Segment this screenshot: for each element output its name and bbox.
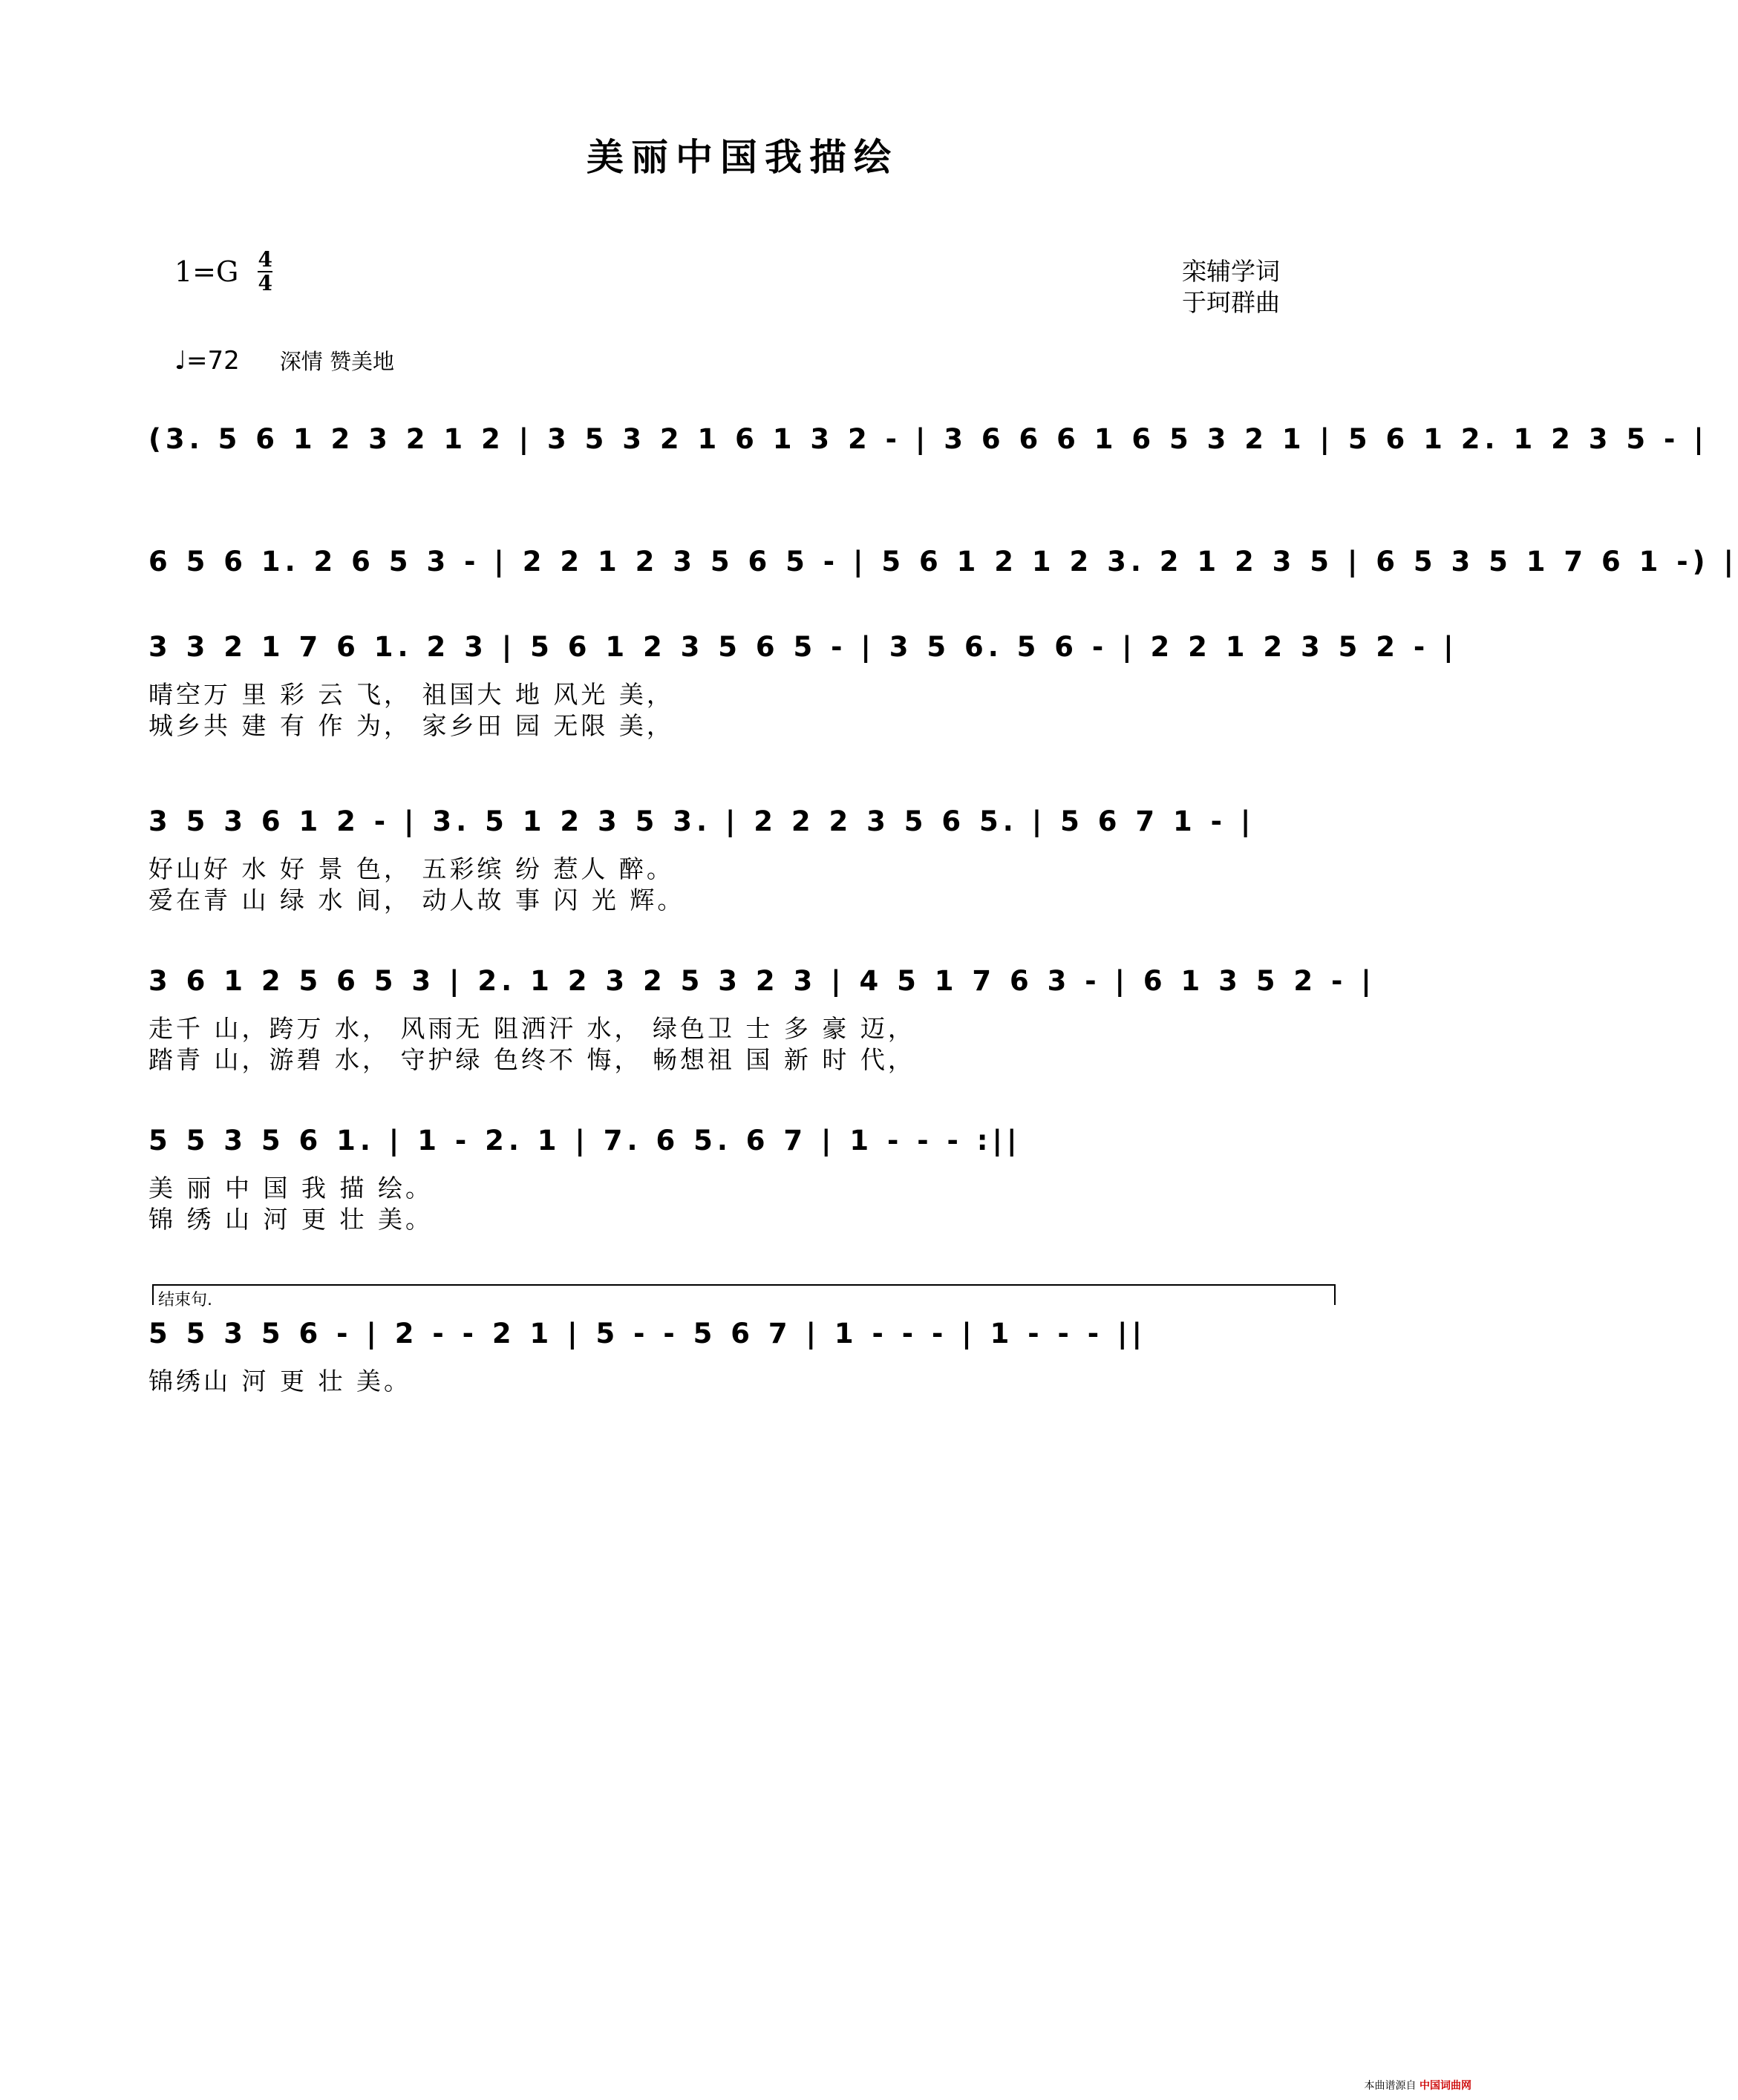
composer: 于珂群曲 xyxy=(1182,288,1280,317)
key-signature xyxy=(174,249,272,295)
ending-label: 结束句. xyxy=(158,1291,212,1309)
notation-row: 3 5 3 6 1 2 - | 3. 5 1 2 3 5 3. | 2 2 2 3 5 6 5. | 5 6 7 1 - | xyxy=(148,805,1255,837)
score-system xyxy=(148,1310,1340,1396)
lyric-line: 晴空万 里 彩 云 飞， 祖国大 地 风光 美， xyxy=(148,680,674,709)
footer-site: 中国词曲网 xyxy=(1420,2080,1471,2092)
notation-row: 5 5 3 5 6 1. | 1 - 2. 1 | 7. 6 5. 6 7 | 1 - - - :|| xyxy=(148,1125,1022,1157)
lyric-line: 踏青 山，游碧 水， 守护绿 色终不 悔， 畅想祖 国 新 时 代， xyxy=(148,1045,915,1074)
notation-row: 3 6 1 2 5 6 5 3 | 2. 1 2 3 2 5 3 2 3 | 4 5 1 7 6 3 - | 6 1 3 5 2 - | xyxy=(148,965,1376,997)
ending-bracket xyxy=(152,1284,1336,1309)
lyric-line: 好山好 水 好 景 色， 五彩缤 纷 惹人 醉。 xyxy=(148,854,674,883)
score-system xyxy=(148,624,1458,740)
tempo-mark: ♩=72 xyxy=(174,346,240,376)
notation-row: 5 5 3 5 6 - | 2 - - 2 1 | 5 - - 5 6 7 | 1 - - - | 1 - - - || xyxy=(148,1318,1146,1350)
lyric-line: 锦绣山 河 更 壮 美。 xyxy=(148,1367,411,1396)
score-system xyxy=(148,416,1708,468)
score-title: 美丽中国我描绘 xyxy=(587,135,898,179)
score-system xyxy=(148,798,1340,915)
lyric-line: 城乡共 建 有 作 为， 家乡田 园 无限 美， xyxy=(148,711,674,740)
time-signature xyxy=(258,249,272,295)
footer-source xyxy=(1365,2078,1471,2093)
notation-row: 6 5 6 1. 2 6 5 3 - | 2 2 1 2 3 5 6 5 - | 5 6 1 2 1 2 3. 2 1 2 3 5 | 6 5 3 5 1 7 6 1 -) | xyxy=(148,546,1738,578)
expression: 深情 赞美地 xyxy=(279,349,395,374)
notation-row: 3 3 2 1 7 6 1. 2 3 | 5 6 1 2 3 5 6 5 - | 3 5 6. 5 6 - | 2 2 1 2 3 5 2 - | xyxy=(148,631,1458,663)
score-system xyxy=(148,1117,1340,1234)
score-system xyxy=(148,958,1376,1074)
score-system xyxy=(148,538,1738,590)
tempo-marking xyxy=(174,345,394,376)
lyric-line: 爱在青 山 绿 水 间， 动人故 事 闪 光 辉。 xyxy=(148,886,685,915)
lyricist: 栾辅学词 xyxy=(1182,257,1280,286)
lyric-line: 美 丽 中 国 我 描 绘。 xyxy=(148,1174,433,1203)
credits xyxy=(1182,256,1280,318)
lyric-line: 走千 山，跨万 水， 风雨无 阻洒汗 水， 绿色卫 士 多 豪 迈， xyxy=(148,1014,915,1043)
time-signature-top: 4 xyxy=(258,247,272,272)
key-label: 1=G xyxy=(174,255,239,288)
time-signature-bottom: 4 xyxy=(258,271,272,295)
lyric-line: 锦 绣 山 河 更 壮 美。 xyxy=(148,1205,433,1234)
footer-left: 本曲谱源自 xyxy=(1364,2080,1417,2092)
notation-row: (3. 5 6 1 2 3 2 1 2 | 3 5 3 2 1 6 1 3 2 - | 3 6 6 6 1 6 5 3 2 1 | 5 6 1 2. 1 2 3 5 - | xyxy=(148,423,1708,455)
